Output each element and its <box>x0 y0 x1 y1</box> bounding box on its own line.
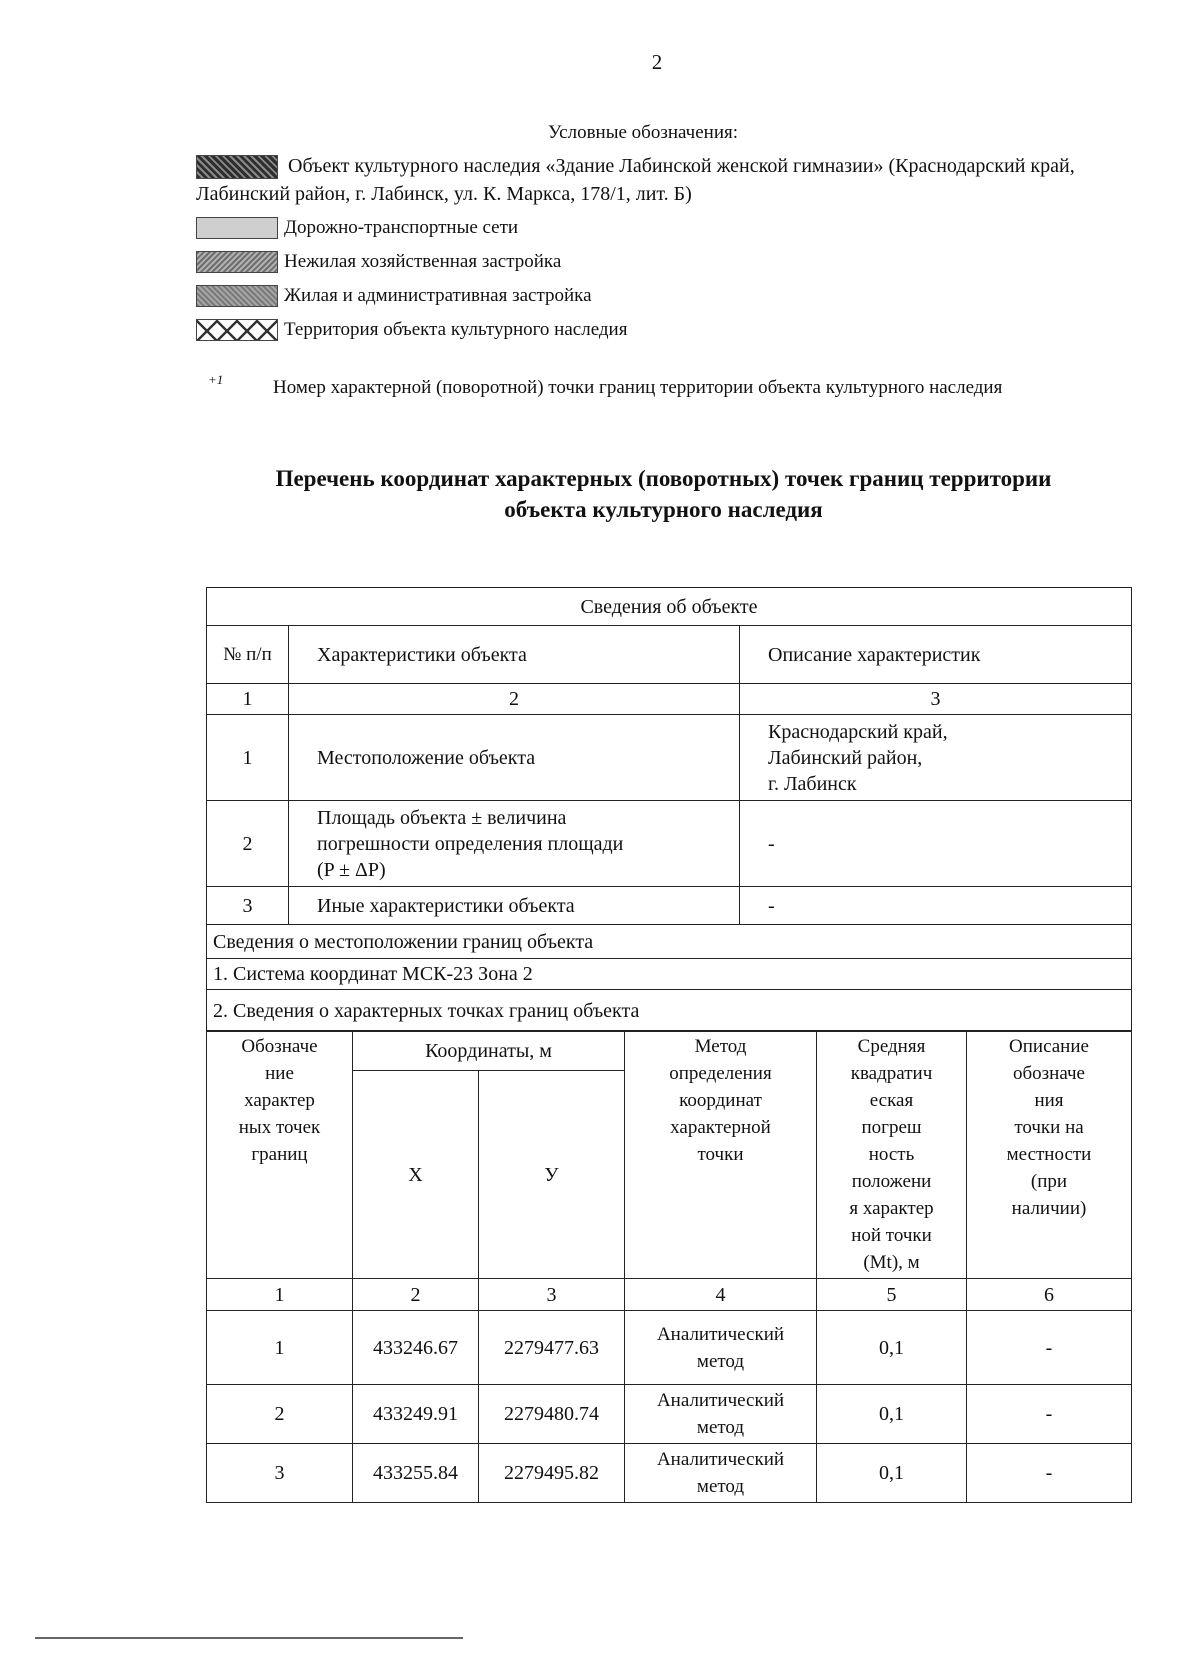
header-line: ных точек <box>238 1117 321 1138</box>
legend-title: Условные обозначения: <box>548 122 739 143</box>
document-title <box>196 463 1131 525</box>
table-cell: 3 <box>740 684 1132 715</box>
header-line: координат <box>679 1090 762 1111</box>
table-cell: 1 <box>207 684 289 715</box>
title-line: Перечень координат характерных (поворотных) точек границ территории <box>275 466 1052 491</box>
header-line: положени <box>851 1171 932 1192</box>
table-row <box>207 959 1132 990</box>
legend-item-nonresidential <box>196 250 561 274</box>
table-cell: 2 <box>353 1279 479 1311</box>
table-cell: 2279480.74 <box>479 1385 625 1444</box>
header-line: ной точки <box>851 1225 932 1246</box>
table-cell: - <box>967 1311 1132 1385</box>
table-cell: 1 <box>207 1279 353 1311</box>
cell-line: Аналитический <box>656 1449 785 1470</box>
table-cell: 433246.67 <box>353 1311 479 1385</box>
table-cell: 1 <box>207 1311 353 1385</box>
residential-swatch <box>196 285 278 307</box>
page-number: 2 <box>651 50 663 74</box>
title-line: объекта культурного наследия <box>504 497 823 522</box>
legend-item-heritage-object <box>196 152 1131 208</box>
table-row <box>207 1031 1132 1071</box>
legend-label: Жилая и административная застройка <box>284 285 592 306</box>
column-header: Описание характеристик <box>740 626 1132 684</box>
points-table <box>206 1030 1132 1503</box>
column-header <box>817 1031 967 1279</box>
heritage-object-swatch <box>196 155 278 179</box>
header-line: еская <box>869 1090 914 1111</box>
table-cell: 3 <box>479 1279 625 1311</box>
table-cell: 2279495.82 <box>479 1444 625 1503</box>
header-line: характерной <box>670 1117 771 1138</box>
table-row <box>207 1279 1132 1311</box>
table-cell: - <box>740 887 1132 925</box>
nonresidential-swatch <box>196 251 278 273</box>
legend-item-territory <box>196 318 627 342</box>
table-cell: - <box>967 1444 1132 1503</box>
header-line: ния <box>1034 1090 1064 1111</box>
header-line: квадратич <box>850 1063 933 1084</box>
table-row <box>207 801 1132 887</box>
table-row <box>207 684 1132 715</box>
column-header: У <box>479 1071 625 1279</box>
table-row <box>207 925 1132 959</box>
header-line: определения <box>669 1063 772 1084</box>
footnote-divider <box>35 1637 463 1639</box>
table-header: Сведения об объекте <box>207 588 1132 626</box>
cell-line: Аналитический <box>656 1390 785 1411</box>
column-header <box>625 1031 817 1279</box>
table-cell: 3 <box>207 1444 353 1503</box>
cell-line: Лабинский район, <box>768 746 923 769</box>
cell-line: Краснодарский край, <box>768 720 948 743</box>
legend-item-roads <box>196 216 518 240</box>
header-line: обозначе <box>1012 1063 1085 1084</box>
table-cell <box>740 715 1132 801</box>
column-header: Координаты, м <box>353 1031 625 1071</box>
header-line: (при <box>1030 1171 1068 1192</box>
header-line: я характер <box>849 1198 934 1219</box>
table-cell: 433249.91 <box>353 1385 479 1444</box>
table-cell: 2 <box>207 801 289 887</box>
legend-item-residential <box>196 284 592 308</box>
cell-line: метод <box>696 1476 745 1497</box>
header-line: ние <box>265 1063 294 1084</box>
table-cell: 1 <box>207 715 289 801</box>
object-info-table <box>206 587 1132 1032</box>
header-line: погреш <box>861 1117 922 1138</box>
cell-line: Площадь объекта ± величина <box>317 806 567 829</box>
header-line: Метод <box>694 1036 747 1057</box>
table-cell <box>289 801 740 887</box>
table-cell: - <box>740 801 1132 887</box>
column-header: Характеристики объекта <box>289 626 740 684</box>
table-cell: 2 <box>207 1385 353 1444</box>
coordinate-system: 1. Система координат МСК-23 Зона 2 <box>207 959 1132 990</box>
cell-line: погрешности определения площади <box>317 832 624 855</box>
cell-line: Аналитический <box>656 1323 785 1345</box>
point-marker-icon: +1 <box>208 372 224 387</box>
point-marker-description: Номер характерной (поворотной) точки границ территории объекта культурного наследия <box>273 377 1003 398</box>
table-cell: 5 <box>817 1279 967 1311</box>
header-line: Обозначе <box>241 1036 318 1057</box>
header-line: Средняя <box>857 1036 926 1057</box>
column-header: Х <box>353 1071 479 1279</box>
cell-line: г. Лабинск <box>768 772 857 795</box>
legend-label: Дорожно-транспортные сети <box>284 217 519 238</box>
header-line: характер <box>244 1090 315 1111</box>
table-cell: 3 <box>207 887 289 925</box>
table-cell: 4 <box>625 1279 817 1311</box>
header-line: местности <box>1006 1144 1092 1165</box>
table-cell <box>625 1444 817 1503</box>
cell-line: метод <box>696 1350 745 1372</box>
column-header <box>967 1031 1132 1279</box>
table-cell <box>625 1311 817 1385</box>
table-cell: Местоположение объекта <box>289 715 740 801</box>
table-cell: 0,1 <box>817 1385 967 1444</box>
table-row <box>207 990 1132 1032</box>
table-cell <box>625 1385 817 1444</box>
table-row <box>207 887 1132 925</box>
column-header <box>207 1031 353 1279</box>
header-line: (Mt), м <box>863 1252 920 1273</box>
territory-swatch <box>196 319 278 341</box>
header-line: точки <box>697 1144 744 1165</box>
header-line: ность <box>868 1144 915 1165</box>
legend-label: Территория объекта культурного наследия <box>284 319 628 340</box>
table-row <box>207 1385 1132 1444</box>
section-header: 2. Сведения о характерных точках границ объекта <box>207 990 1132 1032</box>
legend-label: Нежилая хозяйственная застройка <box>284 251 562 272</box>
roads-swatch <box>196 217 278 239</box>
header-line: границ <box>251 1144 308 1165</box>
table-cell: 2 <box>289 684 740 715</box>
table-row <box>207 588 1132 626</box>
table-cell: 0,1 <box>817 1311 967 1385</box>
legend-label: Объект культурного наследия «Здание Лабинской женской гимназии» (Краснодарский край, Лабинский район, г. Лабинск, ул. К. Маркса, 178/1, лит. Б) <box>196 155 1075 205</box>
cell-line: (P ± ΔP) <box>317 858 386 881</box>
table-cell: 2279477.63 <box>479 1311 625 1385</box>
column-header: № п/п <box>207 626 289 684</box>
section-header: Сведения о местоположении границ объекта <box>207 925 1132 959</box>
table-row <box>207 626 1132 684</box>
table-row <box>207 1444 1132 1503</box>
header-line: точки на <box>1014 1117 1084 1138</box>
table-cell: 0,1 <box>817 1444 967 1503</box>
header-line: Описание <box>1009 1036 1089 1057</box>
table-cell: - <box>967 1385 1132 1444</box>
cell-line: метод <box>696 1417 745 1438</box>
table-row <box>207 715 1132 801</box>
table-cell: 6 <box>967 1279 1132 1311</box>
table-row <box>207 1311 1132 1385</box>
table-cell: 433255.84 <box>353 1444 479 1503</box>
header-line: наличии) <box>1011 1198 1087 1219</box>
table-cell: Иные характеристики объекта <box>289 887 740 925</box>
